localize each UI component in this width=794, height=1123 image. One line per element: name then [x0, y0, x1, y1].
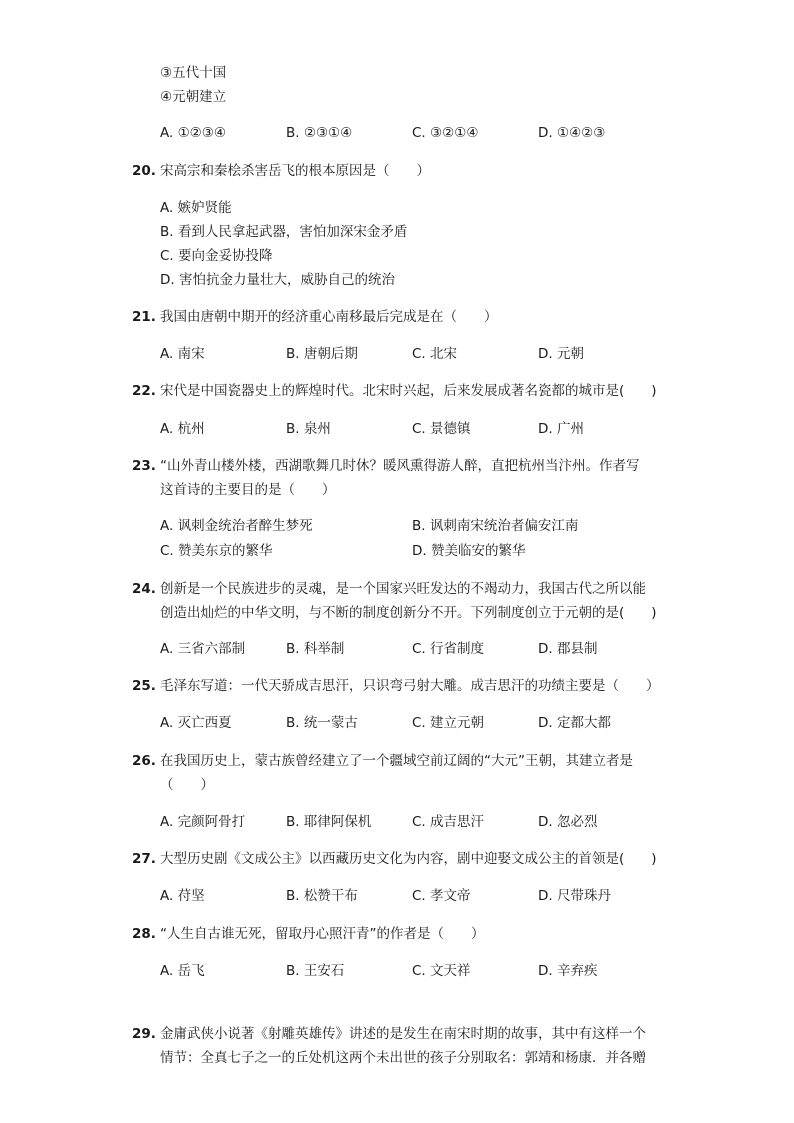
q22-stem: 宋代是中国瓷器史上的辉煌时代。北宋时兴起，后来发展成著名瓷都的城市是( ) — [160, 383, 657, 399]
q24-option-c: C. 行省制度 — [412, 641, 485, 657]
q29-stem-line1: 金庸武侠小说著《射雕英雄传》讲述的是发生在南宋时期的故事，其中有这样一个 — [160, 1026, 646, 1042]
q22-option-c: C. 景德镇 — [412, 421, 471, 437]
q25-option-b: B. 统一蒙古 — [286, 715, 358, 731]
q25-number: 25. — [132, 678, 156, 694]
q22-option-a: A. 杭州 — [160, 421, 205, 437]
q27-option-b: B. 松赞干布 — [286, 888, 358, 904]
q23-stem-line1: “山外青山楼外楼，西湖歌舞几时休？暖风熏得游人醉，直把杭州当汴州。作者写 — [160, 458, 640, 474]
q28-option-c: C. 文天祥 — [412, 963, 471, 979]
q19-option-b: B. ②③①④ — [286, 125, 353, 141]
q26-option-d: D. 忽必烈 — [538, 814, 598, 830]
q26-stem-line2: （ ） — [160, 777, 214, 793]
q20-number: 20. — [132, 163, 156, 179]
q24-number: 24. — [132, 581, 156, 597]
q20-option-d: D. 害怕抗金力量壮大，威胁自己的统治 — [160, 272, 395, 288]
q21-stem: 我国由唐朝中期开的经济重心南移最后完成是在（ ） — [160, 309, 498, 325]
q28-option-a: A. 岳飞 — [160, 963, 205, 979]
q19-item-4: ④元朝建立 — [160, 89, 227, 105]
q24-option-b: B. 科举制 — [286, 641, 345, 657]
q26-number: 26. — [132, 753, 156, 769]
q29-stem-line2: 情节：全真七子之一的丘处机这两个未出世的孩子分别取名：郭靖和杨康．并各赠 — [160, 1050, 646, 1066]
q21-number: 21. — [132, 309, 156, 325]
q24-stem-line2: 创造出灿烂的中华文明，与不断的制度创新分不开。下列制度创立于元朝的是( ) — [160, 605, 657, 621]
q20-stem: 宋高宗和秦桧杀害岳飞的根本原因是（ ） — [160, 163, 430, 179]
q25-stem: 毛泽东写道：一代天骄成吉思汗，只识弯弓射大雕。成吉思汗的功绩主要是（ ） — [160, 678, 660, 694]
q23-number: 23. — [132, 458, 156, 474]
q26-option-a: A. 完颜阿骨打 — [160, 814, 246, 830]
q23-option-d: D. 赞美临安的繁华 — [412, 543, 526, 559]
q21-option-d: D. 元朝 — [538, 346, 584, 362]
q29-number: 29. — [132, 1026, 156, 1042]
q19-option-c: C. ③②①④ — [412, 125, 479, 141]
q25-option-d: D. 定都大都 — [538, 715, 611, 731]
q24-option-d: D. 郡县制 — [538, 641, 598, 657]
q19-item-3: ③五代十国 — [160, 65, 227, 81]
q22-option-d: D. 广州 — [538, 421, 584, 437]
q21-option-a: A. 南宋 — [160, 346, 205, 362]
q25-option-a: A. 灭亡西夏 — [160, 715, 232, 731]
q27-number: 27. — [132, 851, 156, 867]
q19-option-d: D. ①④②③ — [538, 125, 606, 141]
q27-option-a: A. 苻坚 — [160, 888, 205, 904]
q25-option-c: C. 建立元朝 — [412, 715, 485, 731]
q23-option-c: C. 赞美东京的繁华 — [160, 543, 273, 559]
q21-option-b: B. 唐朝后期 — [286, 346, 358, 362]
q28-number: 28. — [132, 926, 156, 942]
q22-option-b: B. 泉州 — [286, 421, 331, 437]
q27-stem: 大型历史剧《文成公主》以西藏历史文化为内容，剧中迎娶文成公主的首领是( ) — [160, 851, 657, 867]
q28-option-d: D. 辛弃疾 — [538, 963, 598, 979]
q23-stem-line2: 这首诗的主要目的是（ ） — [160, 482, 336, 498]
q24-option-a: A. 三省六部制 — [160, 641, 246, 657]
q27-option-c: C. 孝文帝 — [412, 888, 471, 904]
q19-option-a: A. ①②③④ — [160, 125, 226, 141]
q26-option-b: B. 耶律阿保机 — [286, 814, 372, 830]
q26-stem-line1: 在我国历史上，蒙古族曾经建立了一个疆域空前辽阔的“大元”王朝，其建立者是 — [160, 753, 633, 769]
q22-number: 22. — [132, 383, 156, 399]
q23-option-a: A. 讽刺金统治者醉生梦死 — [160, 518, 313, 534]
q21-option-c: C. 北宋 — [412, 346, 458, 362]
q28-stem: “人生自古谁无死，留取丹心照汗青”的作者是（ ） — [160, 926, 485, 942]
q20-option-b: B. 看到人民拿起武器，害怕加深宋金矛盾 — [160, 224, 408, 240]
q24-stem-line1: 创新是一个民族进步的灵魂，是一个国家兴旺发达的不竭动力，我国古代之所以能 — [160, 581, 646, 597]
q20-option-a: A. 嫉妒贤能 — [160, 200, 232, 216]
q20-option-c: C. 要向金妥协投降 — [160, 248, 273, 264]
q23-option-b: B. 讽刺南宋统治者偏安江南 — [412, 518, 579, 534]
q28-option-b: B. 王安石 — [286, 963, 345, 979]
q26-option-c: C. 成吉思汗 — [412, 814, 485, 830]
q27-option-d: D. 尺带珠丹 — [538, 888, 611, 904]
